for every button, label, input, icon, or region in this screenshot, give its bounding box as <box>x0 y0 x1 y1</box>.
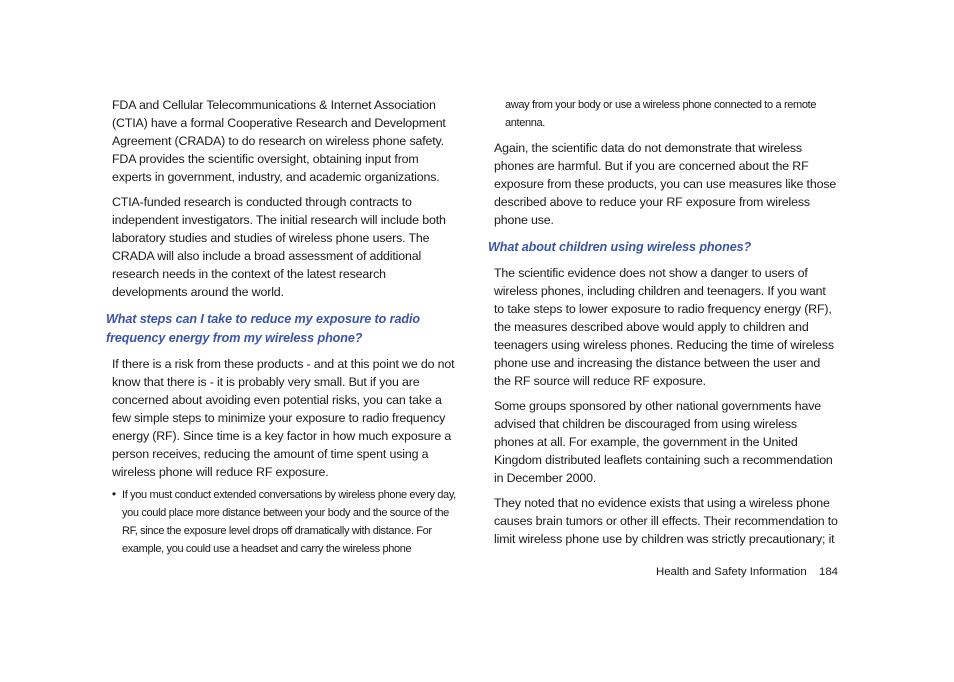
paragraph-scientific-data: Again, the scientific data do not demonstrate that wireless phones are harmful. But if you are concerned about the RF exposure from these products, you can use measures like those described above to reduce your RF exposure from wireless phone use. <box>494 141 837 227</box>
page-number: 184 <box>818 566 838 578</box>
heading-reduce-exposure: What steps can I take to reduce my exposure to radio frequency energy from my wireless phone? <box>106 312 420 345</box>
bullet-continuation: away from your body or use a wireless phone connected to a remote antenna. <box>505 99 817 129</box>
paragraph-ctia-research: CTIA-funded research is conducted through contracts to independent investigators. The initial research will include both laboratory studies and studies of wireless phone users. The CRADA will also include a broad assessment of additional research needs in the context of the latest research developments around the world. <box>112 195 446 299</box>
heading-children: What about children using wireless phones? <box>488 240 752 254</box>
page-footer <box>656 563 838 581</box>
bullet-item <box>106 486 456 558</box>
bullet-icon: • <box>112 489 117 501</box>
paragraph-national-governments: Some groups sponsored by other national governments have advised that children be discouraged from using wireless phones at all. For example, the government in the United Kingdom distributed leaflets containing such a recommendation in December 2000. <box>494 399 833 485</box>
paragraph-crada: FDA and Cellular Telecommunications & Internet Association (CTIA) have a formal Cooperative Research and Development Agreement (CRADA) to do research on wireless phone safety. FDA provides the scientific oversight, obtaining input from experts in government, industry, and academic organizations. <box>112 98 446 184</box>
footer-section-title: Health and Safety Information <box>656 566 807 578</box>
paragraph-no-evidence: They noted that no evidence exists that using a wireless phone causes brain tumors or other ill effects. Their recommendation to limit wireless phone use by children was strictly precautionary; it <box>494 496 838 546</box>
paragraph-risk: If there is a risk from these products - and at this point we do not know that there is - it is probably very small. But if you are concerned about avoiding even potential risks, you can take a few simple steps to minimize your exposure to radio frequency energy (RF). Since time is a key factor in how much exposure a person receives, reducing the amount of time spent using a wireless phone will reduce RF exposure. <box>112 357 455 479</box>
left-column <box>106 96 456 558</box>
bullet-text: If you must conduct extended conversations by wireless phone every day, you could place more distance between your body and the source of the RF, since the exposure level drops off dramatically with distance. For example, you could use a headset and carry the wireless phone <box>122 489 456 555</box>
right-column <box>488 96 838 548</box>
paragraph-children-evidence: The scientific evidence does not show a danger to users of wireless phones, including children and teenagers. If you want to take steps to lower exposure to radio frequency energy (RF), the measures described above would apply to children and teenagers using wireless phones. Reducing the time of wireless phone use and increasing the distance between the user and the RF source will reduce RF exposure. <box>494 266 834 388</box>
